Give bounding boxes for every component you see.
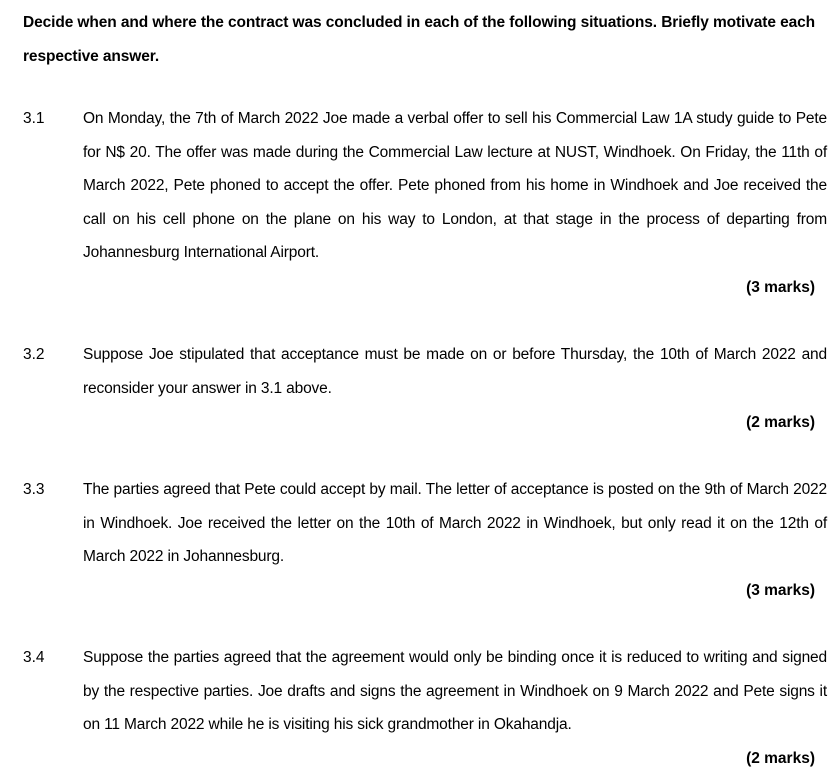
question-number: 3.3 (23, 481, 45, 498)
question-text: Suppose the parties agreed that the agreement would only be binding once it is reduced to writing and signed by the respective parties. Joe drafts and signs the agreement in Windhoek on 9 March 2022 and Pete signs it on 11 March 2022 while he is visiting his sick grandmother in Okahandja. (83, 649, 827, 733)
question-number: 3.4 (23, 649, 45, 666)
instructions-heading: Decide when and where the contract was concluded in each of the following situations. Briefly motivate each respective answer. (23, 14, 816, 65)
question-marks: (2 marks) (746, 414, 815, 431)
question-text: The parties agreed that Pete could accept by mail. The letter of acceptance is posted on the 9th of March 2022 in Windhoek. Joe received the letter on the 10th of March 2022 in Windhoek, but only read it on the 12th of March 2022 in Johannesburg. (83, 481, 827, 565)
question-marks: (3 marks) (746, 582, 815, 599)
question-number: 3.2 (23, 346, 45, 363)
question-number: 3.1 (23, 110, 45, 127)
question-text: Suppose Joe stipulated that acceptance must be made on or before Thursday, the 10th of March 2022 and reconsider your answer in 3.1 above. (83, 346, 827, 397)
question-marks: (2 marks) (746, 750, 815, 767)
question-marks: (3 marks) (746, 279, 815, 296)
question-text: On Monday, the 7th of March 2022 Joe made a verbal offer to sell his Commercial Law 1A study guide to Pete for N$ 20. The offer was made during the Commercial Law lecture at NUST, Windhoek. On Friday, the 11th of March 2022, Pete phoned to accept the offer. Pete phoned from his home in Windhoek and Joe received the call on his cell phone on the plane on his way to London, at that stage in the process of departing from Johannesburg International Airport. (83, 110, 827, 261)
